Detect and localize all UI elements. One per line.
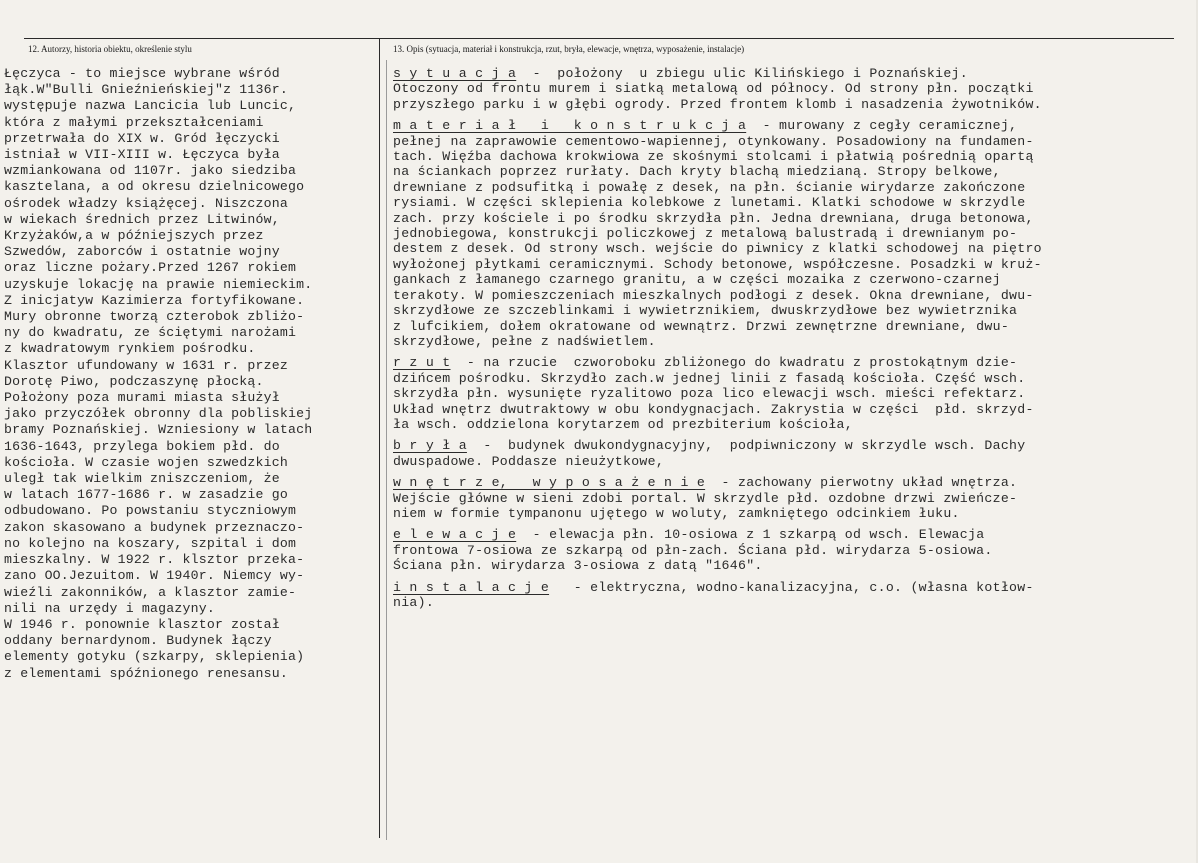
section-line: dzińcem pośrodku. Skrzydło zach.w jednej linii z fasadą kościoła. Część wsch. [393,370,1026,386]
history-line: bramy Poznańskiej. Wzniesiony w latach [4,422,313,438]
section-line: dwuspadowe. Poddasze nieużytkowe, [393,453,665,469]
history-line: jako przyczółek obronny dla pobliskiej [4,406,313,422]
history-line: oraz liczne pożary.Przed 1267 rokiem [4,260,297,276]
history-line: kościoła. W czasie wojen szwedzkich [4,454,288,470]
section-line: skrzydłowe, pełne z nadświetlem. [393,333,656,349]
description-section [393,580,1193,611]
section-keyword: b r y ł a [393,438,467,454]
section-first-line [393,527,1193,542]
section-keyword: s y t u a c j a [393,66,517,81]
history-line: Dorotę Piwo, podczaszynę płocką. [4,373,264,389]
description-section [393,118,1193,349]
section-line: ła wsch. oddzielona korytarzem od prezbiterium kościoła, [393,416,853,432]
history-line: uzyskuje lokację na prawie niemieckim. [4,276,313,292]
left-column-header: 12. Autorzy, historia obiektu, określenie stylu [28,44,192,54]
history-line: występuje nazwa Lancicia lub Luncic, [4,98,297,114]
section-line: Otoczony od frontu murem i siatką metalową od północy. Od strony płn. początki [393,81,1034,97]
section-first-line-text: - położony u zbiegu ulic Kilińskiego i Poznańskiej. [516,66,968,81]
section-line: jednobiegowa, konstrukcji policzkowej z metalową balustradą i drewnianym po- [393,226,1018,242]
history-line: Krzyżaków,a w późniejszych przez [4,228,264,244]
history-line: elementy gotyku (szkarpy, sklepienia) [4,649,305,665]
section-first-line [393,66,1193,81]
right-column-header: 13. Opis (sytuacja, materiał i konstrukcja, rzut, bryła, elewacje, wnętrza, wyposażenie, instalacje) [393,44,745,54]
section-line: Ściana płn. wirydarza 3-osiowa z datą "1646". [393,558,763,574]
history-line: w wiekach średnich przez Litwinów, [4,211,280,227]
section-line: skrzydła płn. wysunięte ryzalitowo poza lico elewacji wsch. mieści refektarz. [393,386,1026,402]
section-line: pełnej na zaprawowie cementowo-wapiennej, otynkowany. Posadowiony na fundamen- [393,133,1034,149]
section-first-line [393,118,1193,133]
history-line: odbudowano. Po powstaniu styczniowym [4,503,297,519]
section-keyword: i n s t a l a c j e [393,579,550,595]
section-line: rysiami. W części sklepienia kolebkowe z lunetami. Klatki schodowe w skrzydle [393,195,1026,211]
history-line: wieźli zakonników, a klasztor zamie- [4,584,297,600]
section-line: na ściankach poprzez rurłaty. Dach kryty blachą miedzianą. Stropy belkowe, [393,164,1001,180]
section-line: destem z desek. Od strony wsch. wejście do piwnicy z klatki schodowej na piętro [393,241,1042,257]
section-keyword: r z u t [393,355,451,371]
history-line: kasztelana, a od okresu dzielnicowego [4,179,305,195]
history-line: ny do kwadratu, ze ściętymi narożami [4,325,297,341]
section-line: zach. przy kościele i po środku skrzydła płn. Jedna drewniana, druga betonowa, [393,210,1034,226]
section-line: wyłożonej płytkami ceramicznymi. Schody betonowe, współczesne. Posadzki w kruż- [393,256,1042,272]
history-line: Klasztor ufundowany w 1631 r. przez [4,357,288,373]
history-line: łąk.W"Bulli Gnieźnieńskiej"z 1136r. [4,82,288,98]
section-line: terakoty. W pomieszczeniach mieszkalnych podłogi z desek. Okna drewniane, dwu- [393,287,1034,303]
history-line: z kwadratowym rynkiem pośrodku. [4,341,256,357]
history-line: zakon skasowano a budynek przeznaczo- [4,519,305,535]
section-line: frontowa 7-osiowa ze szkarpą od płn-zach. Ściana płd. wirydarza 5-osiowa. [393,542,993,558]
description-section [393,438,1193,469]
history-line: Łęczyca - to miejsce wybrane wśród [4,66,280,81]
section-keyword: e l e w a c j e [393,527,517,543]
section-first-line-text: - budynek dwukondygnacyjny, podpiwniczony w skrzydle wsch. Dachy [466,438,1026,454]
section-first-line-text: - elektryczna, wodno-kanalizacyjna, c.o. (własna kotłow- [549,579,1034,595]
section-keyword: w n ę t r z e, w y p o s a ż e n i e [393,475,706,491]
column-divider-secondary [386,60,387,840]
section-first-line [393,580,1193,595]
section-line: drewniane z podsufitką i powałę z desek, na płn. ścianie wirydarze zakończone [393,179,1026,195]
history-line: zano OO.Jezuitom. W 1940r. Niemcy wy- [4,568,305,584]
history-line: z elementami spóźnionego renesansu. [4,665,288,681]
description-section [393,66,1193,112]
history-line: w latach 1677-1686 r. w zasadzie go [4,487,288,503]
history-line: ośrodek władzy książęcej. Niszczona [4,195,288,211]
history-line: no kolejno na koszary, szpital i dom [4,535,297,551]
history-column [4,66,380,682]
section-first-line [393,475,1193,490]
history-line: przetrwała do XIX w. Gród łęczycki [4,130,280,146]
history-line: Z inicjatyw Kazimierza fortyfikowane. [4,292,305,308]
history-line: mieszkalny. W 1922 r. klsztor przeka- [4,552,305,568]
history-line: istniał w VII-XIII w. Łęczyca była [4,147,280,163]
section-first-line-text: - zachowany pierwotny układ wnętrza. [705,475,1018,491]
history-line: nili na urzędy i magazyny. [4,600,215,616]
section-first-line-text: - elewacja płn. 10-osiowa z 1 szkarpą od wsch. Elewacja [516,527,985,543]
section-line: niem w formie tympanonu ujętego w woluty, zamkniętego odcinkiem łuku. [393,505,960,521]
section-line: Wejście główne w sieni zdobi portal. W skrzydle płd. ozdobne drzwi zwieńcze- [393,490,1018,506]
section-first-line-text: - murowany z cegły ceramicznej, [746,118,1018,134]
history-line: uległ tak wielkim zniszczeniom, że [4,471,280,487]
section-line: Układ wnętrz dwutraktowy w obu kondygnacjach. Zakrystia w części płd. skrzyd- [393,401,1034,417]
history-line: 1636-1643, przylega bokiem płd. do [4,438,280,454]
history-line: wzmiankowana od 1107r. jako siedziba [4,163,297,179]
history-line: Szwedów, zaborców i ostatnie wojny [4,244,280,260]
section-first-line [393,355,1193,370]
history-line: która z małymi przekształceniami [4,114,264,130]
section-first-line-text: - na rzucie czworoboku zbliżonego do kwadratu z prostokątnym dzie- [450,355,1018,371]
section-keyword: m a t e r i a ł i k o n s t r u k c j a [393,118,747,134]
section-line: przyszłego parku i w głębi ogrody. Przed frontem klomb i nasadzenia żywotników. [393,96,1042,112]
description-column [393,66,1193,616]
section-first-line [393,438,1193,453]
section-line: tach. Więźba dachowa krokwiowa ze skośnymi stolcami i płatwią pośrednią opartą [393,149,1034,165]
top-rule [24,38,1174,39]
history-line: oddany bernardynom. Budynek łączy [4,633,272,649]
history-line: Mury obronne tworzą czterobok zbliżo- [4,309,305,325]
description-section [393,475,1193,521]
section-line: gankach z łamanego czarnego granitu, a w części mozaika z czerwono-czarnej [393,272,1001,288]
section-line: nia). [393,595,435,610]
history-line: W 1946 r. ponownie klasztor został [4,616,280,632]
section-line: skrzydłowe ze szczeblinkami i wywietrznikiem, dwuskrzydłowe bez wywietrznika [393,303,1018,319]
section-line: z lufcikiem, dołem okratowane od wewnątrz. Drzwi zewnętrzne drewniane, dwu- [393,318,1010,334]
history-line: Położony poza murami miasta służył [4,390,280,406]
description-section [393,527,1193,573]
description-section [393,355,1193,432]
